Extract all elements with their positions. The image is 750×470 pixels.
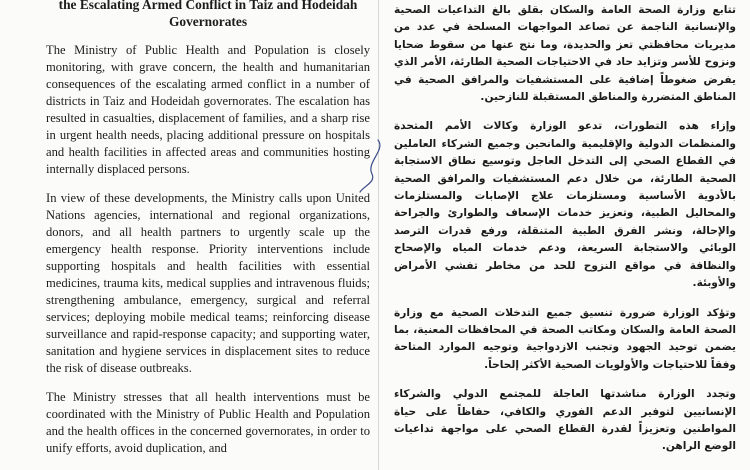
english-column — [46, 0, 370, 469]
english-paragraph-3: The Ministry stresses that all health interventions must be coordinated with the Ministry of Public Health and Population and the health offices in the concerned governorates, in order to unify efforts, avoid duplication, and — [46, 390, 370, 455]
english-title: the Escalating Armed Conflict in Taiz and Hodeidah Governorates — [58, 0, 358, 29]
english-paragraph-1: The Ministry of Public Health and Population is closely monitoring, with grave concern, the health and humanitarian consequences of the escalating armed conflict in a number of districts in Taiz and Hodeidah governorates. The escalation has resulted in casualties, displacement of families, and a sharp rise in urgent health needs, placing additional pressure on hospitals and health facilities in affected areas and communities hosting internally displaced persons. — [46, 43, 370, 176]
arabic-column — [394, 2, 736, 468]
english-paragraph-2: In view of these developments, the Ministry calls upon United Nations agencies, international and regional organizations, donors, and all health partners to urgently scale up the emergency health response. Priority interventions include supporting hospitals and health facilities with essential medicines, trauma kits, medical supplies and intravenous fluids; strengthening ambulance, emergency, surgical and referral services; deploying mobile medical teams; reinforcing disease surveillance and rapid-response capacity; and supporting water, sanitation and hygiene services in displacement sites to reduce the risk of disease outbreaks. — [46, 191, 370, 375]
column-divider — [378, 0, 379, 470]
arabic-paragraph-3: وتؤكد الوزارة ضرورة تنسيق جميع التدخلات الصحية مع وزارة الصحة العامة والسكان ومكاتب الصحة في المحافظات المعنية، بما يضمن توحيد الجهود وتجنب الازدواجية وتوجيه الموارد المتاحة وفقاً للاحتياجات والأولويات الصحية الأكثر إلحاحاً. — [394, 306, 736, 371]
arabic-paragraph-4: وتجدد الوزارة مناشدتها العاجلة للمجتمع الدولي والشركاء الإنسانيين لتوفير الدعم الفوري والكافي، حفاظاً على حياة المواطنين وتعزيزاً لقدرة القطاع الصحي على مواجهة تداعيات الوضع الراهن. — [394, 388, 736, 453]
arabic-paragraph-1: تتابع وزارة الصحة العامة والسكان بقلق بالغ التداعيات الصحية والإنسانية الناجمة عن تصاعد المواجهات المسلحة في عدد من مديريات محافظتي تعز والحديدة، وما نتج عنها من سقوط ضحايا ونزوح للأسر وتزايد حاد في الاحتياجات الصحية الطارئة، الأمر الذي يفرض ضغوطاً إضافية على المستشفيات والمرافق الصحية في المناطق المتضررة والمناطق المستقبلة للنازحين. — [394, 4, 736, 104]
arabic-paragraph-2: وإزاء هذه التطورات، تدعو الوزارة وكالات الأمم المتحدة والمنظمات الدولية والإقليمية والمانحين وجميع الشركاء العاملين في القطاع الصحي إلى التدخل العاجل وتوسيع نطاق الاستجابة الصحية الطارئة، من خلال دعم المستشفيات والمرافق الصحية بالأدوية الأساسية ومستلزمات علاج الإصابات والمستلزمات والمحاليل الطبية، وتعزيز خدمات الإسعاف والطوارئ والجراحة والإحالة، ونشر الفرق الطبية المتنقلة، ورفع قدرات الترصد الوبائي والاستجابة السريعة، ودعم خدمات المياه والإصحاح والنظافة في مواقع النزوح للحد من مخاطر تفشي الأمراض والأوبئة. — [394, 120, 736, 290]
